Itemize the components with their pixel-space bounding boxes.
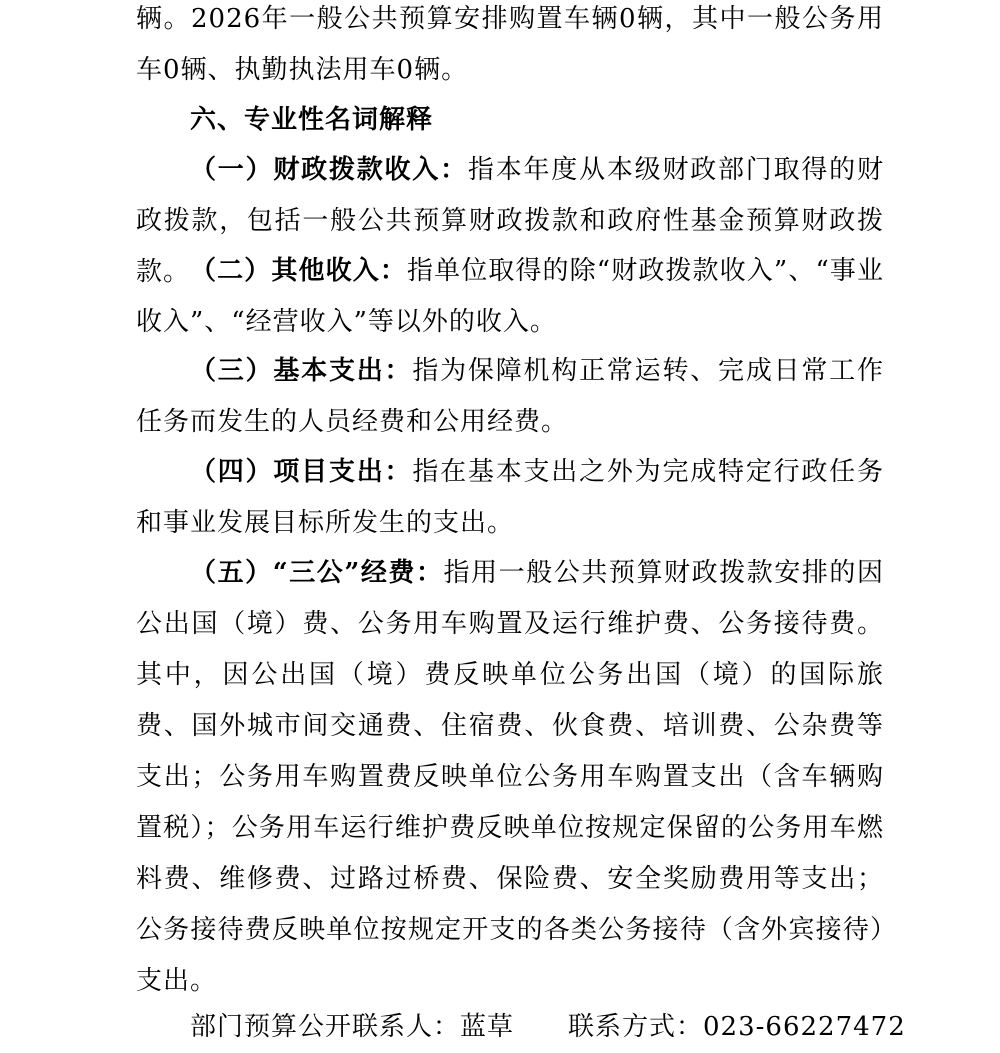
term-other-income: （二）其他收入： [190,256,407,286]
definition-basic-expenditure: 指为保障机构正常运转、完成日常工作任务而发生的人员经费和公用经费。 [136,356,884,437]
paragraph-three-public-expenses [136,548,884,1007]
paragraph-vehicle-purchase [136,0,884,96]
term-three-public-expenses: （五）“三公”经费： [190,558,444,588]
contact-footer [190,1002,906,1053]
term-project-expenditure: （四）项目支出： [190,457,413,487]
definition-other-income: 指单位取得的除“财政拨款收入”、“事业收入”、“经营收入”等以外的收入。 [136,256,884,337]
contact-person: 部门预算公开联系人：蓝草 [190,1012,515,1042]
definition-project-expenditure: 指在基本支出之外为完成特定行政任务和事业发展目标所发生的支出。 [136,457,884,538]
paragraph-project-expenditure [136,447,884,549]
section-heading-terms: 六、专业性名词解释 [190,105,434,135]
paragraph-basic-expenditure [136,346,884,448]
definition-fiscal-appropriation: 指本年度从本级财政部门取得的财政拨款，包括一般公共预算财政拨款和政府性基金预算财政拨款。 [136,155,884,287]
definition-three-public-expenses: 指用一般公共预算财政拨款安排的因公出国（境）费、公务用车购置及运行维护费、公务接待费。其中，因公出国（境）费反映单位公务出国（境）的国际旅费、国外城市间交通费、住宿费、伙食费、培训费、公杂费等支出；公务用车购置费反映单位公务用车购置支出（含车辆购置税）；公务用车运行维护费反映单位按规定保留的公务用车燃料费、维修费、过路过桥费、保险费、安全奖励费用等支出；公务接待费反映单位按规定开支的各类公务接待（含外宾接待）支出。 [136,558,884,996]
term-fiscal-appropriation: （一）财政拨款收入： [190,155,468,185]
contact-method: 联系方式：023-66227472 [568,1012,906,1042]
term-basic-expenditure: （三）基本支出： [190,356,413,386]
paragraph-vehicle-purchase-text: 辆。2026年一般公共预算安排购置车辆0辆，其中一般公务用车0辆、执勤执法用车0辆。 [136,4,884,85]
paragraph-other-income [136,246,884,348]
